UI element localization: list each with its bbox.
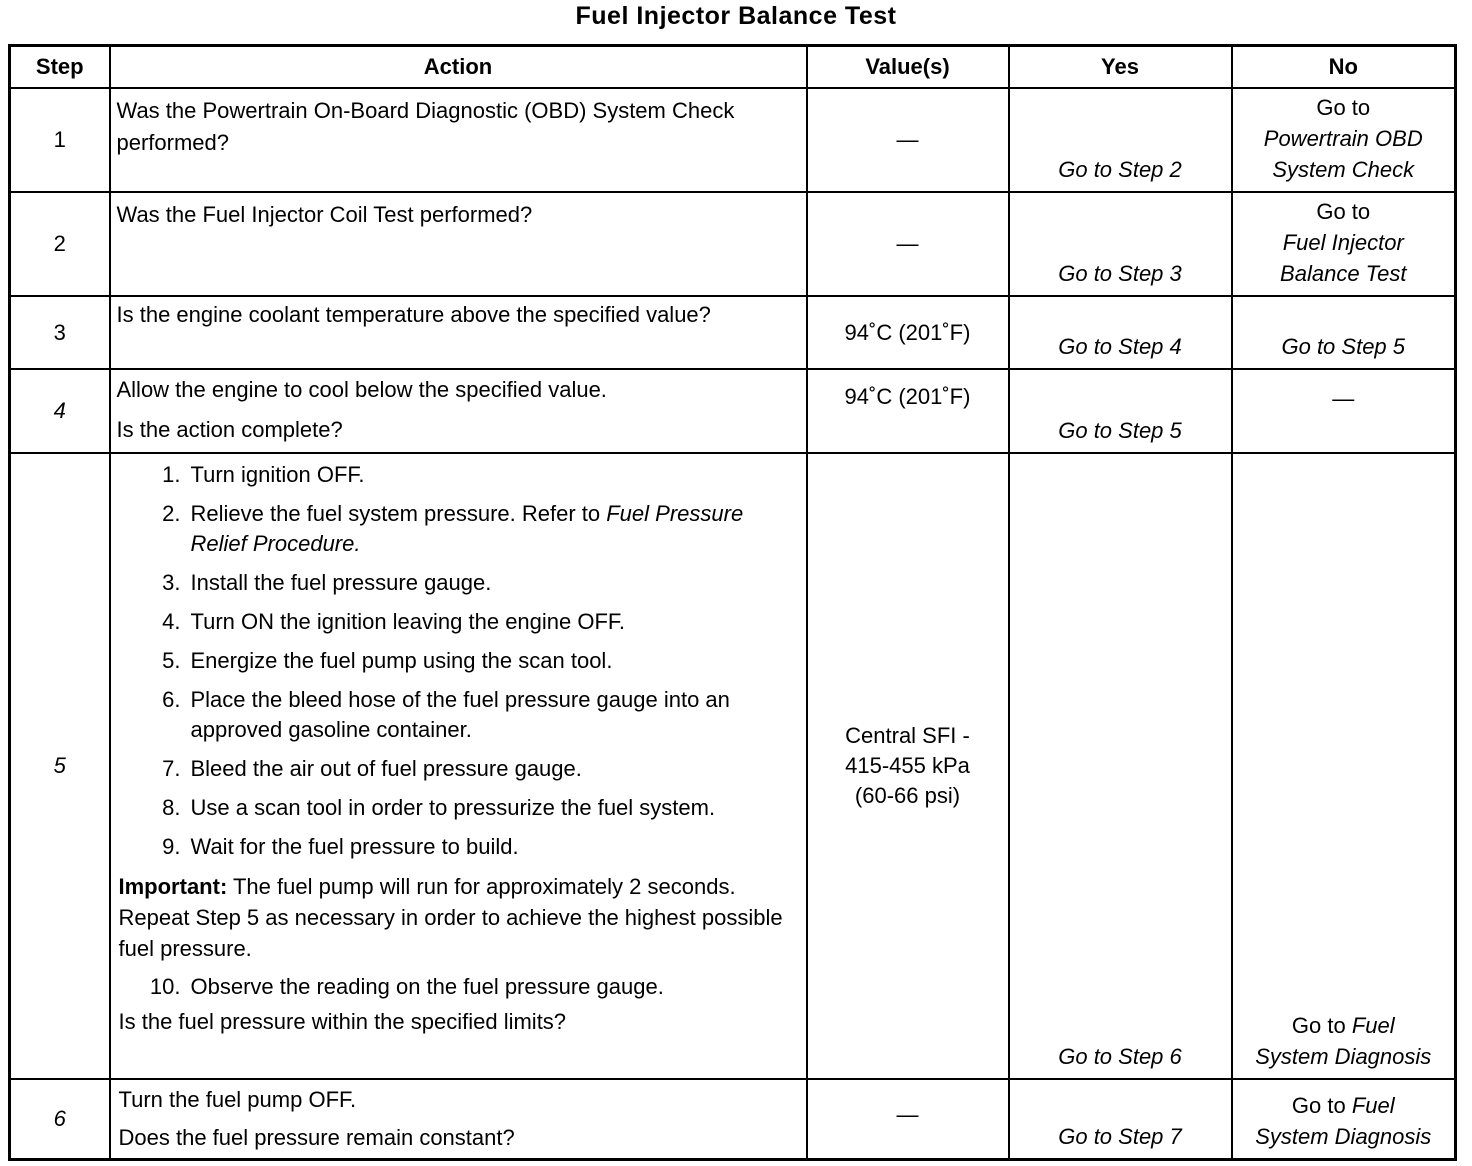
action-cell [110, 192, 807, 296]
important-label: Important: [118, 874, 228, 899]
substep-number: 2. [162, 501, 181, 526]
list-item [119, 460, 800, 490]
list-item [119, 754, 800, 784]
no-ref: Powertrain OBD [1263, 126, 1423, 151]
yes-cell: Go to Step 2 [1009, 88, 1232, 192]
no-cell: Go to Step 5 [1232, 296, 1456, 369]
value-line: Central SFI - [845, 723, 970, 748]
value-cell: — [807, 1079, 1009, 1159]
substep-text-end: . [354, 531, 361, 556]
no-ref: Fuel [1351, 1092, 1395, 1118]
action-cell [110, 88, 807, 192]
yes-cell: Go to Step 4 [1009, 296, 1232, 369]
important-note [119, 871, 800, 964]
value-line: (60-66 psi) [854, 783, 961, 808]
action-text: Was the Powertrain On-Board Diagnostic (OBD) System Check performed? [116, 98, 735, 155]
substep-text [191, 685, 800, 745]
diagnostic-table [8, 44, 1457, 1161]
no-cell [1232, 1079, 1456, 1159]
list-item [119, 972, 800, 1002]
substep-text [191, 832, 800, 862]
substep-text: Observe the reading on the fuel pressure gauge. [190, 974, 664, 999]
table-row [10, 369, 1456, 453]
no-ref: Fuel Injector [1282, 230, 1404, 255]
action-cell [110, 296, 807, 369]
substep-text-main: Energize the fuel pump using the scan tool. [190, 648, 613, 673]
action-question: Is the fuel pressure within the specified limits? [118, 1009, 567, 1034]
no-cell [1232, 453, 1456, 1079]
substep-text-main: Turn ON the ignition leaving the engine OFF. [190, 609, 626, 634]
diagnostic-table-container [8, 44, 1457, 1161]
substep-list [119, 972, 800, 1002]
yes-cell: Go to Step 7 [1009, 1079, 1232, 1159]
action-cell [110, 1079, 807, 1159]
substep-number: 7. [162, 756, 181, 781]
list-item [119, 607, 800, 637]
substep-text-main: Place the bleed hose of the fuel pressure gauge into an approved gasoline container. [190, 687, 730, 742]
table-row [10, 296, 1456, 369]
header-step: Step [10, 46, 110, 89]
no-goto: Go to [1291, 1013, 1352, 1038]
action-cell [110, 369, 807, 453]
yes-cell: Go to Step 6 [1009, 453, 1232, 1079]
substep-text [191, 499, 800, 559]
value-cell: 94˚C (201˚F) [807, 369, 1009, 453]
header-values: Value(s) [807, 46, 1009, 89]
no-cell: — [1232, 369, 1456, 453]
substep-text [191, 460, 800, 490]
step-number: 1 [10, 88, 110, 192]
step-number: 5 [10, 453, 110, 1079]
yes-cell: Go to Step 5 [1009, 369, 1232, 453]
substep-text-main: Turn ignition OFF. [190, 462, 365, 487]
no-ref: System Diagnosis [1255, 1123, 1432, 1149]
substep-text-main: Use a scan tool in order to pressurize the fuel system. [190, 795, 716, 820]
list-item [119, 832, 800, 862]
header-yes: Yes [1009, 46, 1232, 89]
substep-text [191, 793, 800, 823]
list-item [119, 646, 800, 676]
action-cell [110, 453, 807, 1079]
substep-number: 6. [162, 687, 181, 712]
action-text: Was the Fuel Injector Coil Test performed? [116, 202, 533, 227]
no-cell [1232, 192, 1456, 296]
value-line: 415-455 kPa [845, 753, 970, 778]
table-row [10, 192, 1456, 296]
action-question: Is the action complete? [116, 417, 343, 442]
no-cell [1232, 88, 1456, 192]
step-number: 3 [10, 296, 110, 369]
step-number: 2 [10, 192, 110, 296]
substep-number: 1. [162, 462, 181, 487]
value-cell: — [807, 88, 1009, 192]
table-header-row [10, 46, 1456, 89]
substep-text-main: Relieve the fuel system pressure. Refer to [190, 501, 607, 526]
yes-cell: Go to Step 3 [1009, 192, 1232, 296]
substep-number: 8. [162, 795, 181, 820]
substep-text [191, 607, 800, 637]
action-text: Is the engine coolant temperature above the specified value? [116, 302, 711, 327]
action-text: Allow the engine to cool below the specified value. [116, 377, 607, 402]
substep-number: 5. [162, 648, 181, 673]
substep-text-main: Bleed the air out of fuel pressure gauge. [190, 756, 582, 781]
no-goto: Go to [1291, 1092, 1352, 1118]
substep-number: 10. [149, 974, 181, 999]
step-number: 6 [10, 1079, 110, 1159]
no-ref: Fuel [1351, 1013, 1395, 1038]
list-item [119, 793, 800, 823]
substep-text-main: Install the fuel pressure gauge. [190, 570, 492, 595]
substep-text-main: Wait for the fuel pressure to build. [190, 834, 519, 859]
table-row [10, 1079, 1456, 1159]
no-goto: Go to [1316, 95, 1371, 120]
substep-number: 4. [162, 609, 181, 634]
substep-text [191, 646, 800, 676]
important-text: The fuel pump will run for approximately 2 seconds. Repeat Step 5 as necessary in order to achieve the highest possible fuel pressure. [118, 874, 783, 961]
value-cell: — [807, 192, 1009, 296]
substep-number: 3. [162, 570, 181, 595]
page-title: Fuel Injector Balance Test [575, 2, 897, 30]
step-number: 4 [10, 369, 110, 453]
list-item [119, 568, 800, 598]
action-question: Does the fuel pressure remain constant? [118, 1125, 515, 1150]
no-ref: System Check [1272, 157, 1415, 182]
procedure-reference: Fuel Pressure Relief Procedure [190, 501, 744, 556]
list-item [119, 499, 800, 559]
no-ref: System Diagnosis [1255, 1044, 1432, 1069]
value-cell: 94˚C (201˚F) [807, 296, 1009, 369]
action-text: Turn the fuel pump OFF. [118, 1087, 357, 1112]
table-row [10, 88, 1456, 192]
no-ref: Balance Test [1280, 261, 1407, 286]
header-action: Action [110, 46, 807, 89]
substep-text [191, 754, 800, 784]
table-row [10, 453, 1456, 1079]
substep-list [119, 460, 800, 862]
substep-number: 9. [162, 834, 181, 859]
list-item [119, 685, 800, 745]
value-cell [807, 453, 1009, 1079]
substep-text [191, 568, 800, 598]
header-no: No [1232, 46, 1456, 89]
no-goto: Go to [1316, 199, 1371, 224]
